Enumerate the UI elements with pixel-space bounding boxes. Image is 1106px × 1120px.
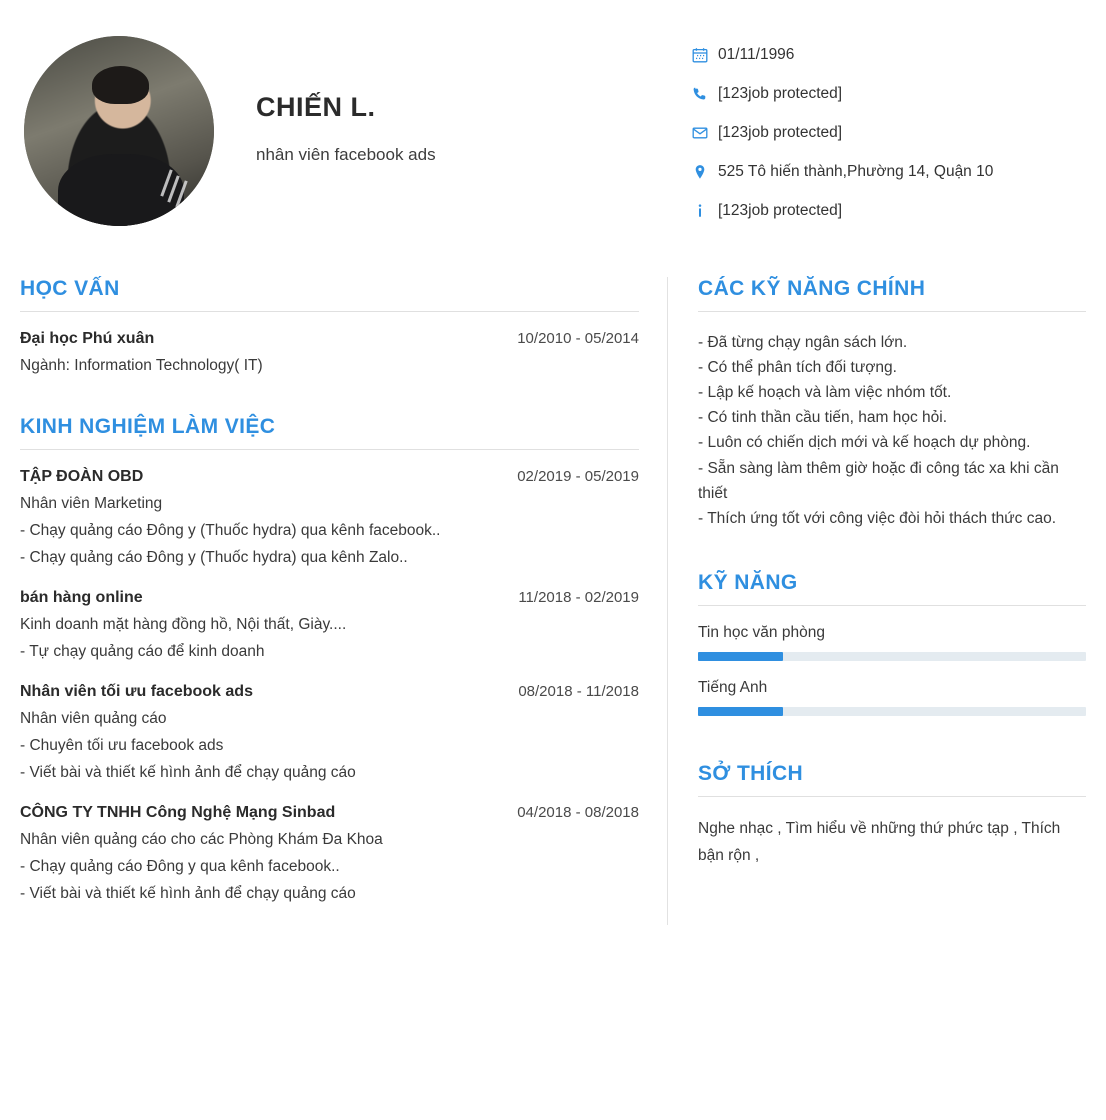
experience-company: TẬP ĐOÀN OBD — [20, 468, 144, 485]
experience-company: bán hàng online — [20, 589, 143, 606]
cv-body — [0, 277, 1106, 925]
contact-text: 525 Tô hiến thành,Phường 14, Quận 10 — [718, 163, 994, 180]
experience-entry — [20, 804, 639, 903]
experience-company: Nhân viên tối ưu facebook ads — [20, 683, 253, 700]
skill-label: Tin học văn phòng — [698, 623, 825, 641]
contact-row-birthday — [692, 46, 1086, 64]
main-skill-line: - Có tinh thần cầu tiến, ham học hỏi. — [698, 409, 948, 427]
experience-date: 02/2019 - 05/2019 — [517, 468, 639, 485]
contact-row-phone — [692, 85, 1086, 103]
experience-entry — [20, 468, 639, 567]
contact-text: [123job protected] — [718, 124, 843, 141]
experience-bullet: - Viết bài và thiết kế hình ảnh để chạy quảng cáo — [20, 885, 356, 902]
section-title-hobbies: SỞ THÍCH — [698, 761, 804, 785]
education-entry — [20, 330, 639, 375]
experience-bullet: - Chuyên tối ưu facebook ads — [20, 737, 224, 754]
calendar-icon — [692, 47, 718, 63]
name-block — [214, 36, 436, 165]
experience-entry — [20, 683, 639, 782]
contact-text: 01/11/1996 — [718, 46, 795, 63]
main-skill-line: - Sẵn sàng làm thêm giờ hoặc đi công tác xa khi cần thiết — [698, 459, 1059, 502]
main-skill-line: - Thích ứng tốt với công việc đòi hỏi thách thức cao. — [698, 509, 1057, 527]
section-title-main-skills: CÁC KỸ NĂNG CHÍNH — [698, 277, 926, 300]
experience-date: 04/2018 - 08/2018 — [517, 804, 639, 821]
experience-role: Kinh doanh mặt hàng đồng hồ, Nội thất, Giày.... — [20, 616, 347, 633]
contact-row-address — [692, 163, 1086, 181]
section-divider — [20, 449, 639, 450]
spacer — [20, 397, 639, 415]
left-column — [20, 277, 668, 925]
cv-header — [0, 0, 1106, 241]
contact-row-info — [692, 202, 1086, 220]
skill-item — [698, 624, 1086, 661]
section-title-skills: KỸ NĂNG — [698, 570, 798, 594]
contact-list — [668, 28, 1086, 241]
spacer — [698, 734, 1086, 762]
section-divider — [698, 605, 1086, 606]
section-divider — [698, 796, 1086, 797]
experience-company: CÔNG TY TNHH Công Nghệ Mạng Sinbad — [20, 804, 336, 821]
skill-progress-track — [698, 707, 1086, 716]
experience-role: Nhân viên quảng cáo — [20, 710, 167, 727]
email-icon — [692, 125, 718, 141]
experience-role: Nhân viên quảng cáo cho các Phòng Khám Đa Khoa — [20, 831, 383, 848]
skill-label: Tiếng Anh — [698, 678, 768, 696]
avatar — [24, 36, 214, 226]
section-divider — [698, 311, 1086, 312]
avatar-hair — [92, 66, 149, 104]
main-skill-line: - Lập kế hoạch và làm việc nhóm tốt. — [698, 384, 952, 402]
candidate-name: CHIẾN L. — [256, 92, 376, 122]
entry-head — [20, 683, 639, 701]
skill-progress-fill — [698, 652, 783, 661]
spacer — [698, 531, 1086, 571]
phone-icon — [692, 86, 718, 102]
education-school: Đại học Phú xuân — [20, 330, 155, 347]
entry-head — [20, 804, 639, 822]
education-date: 10/2010 - 05/2014 — [517, 330, 639, 347]
experience-entry — [20, 589, 639, 661]
main-skill-line: - Luôn có chiến dịch mới và kế hoạch dự phòng. — [698, 434, 1031, 452]
experience-date: 08/2018 - 11/2018 — [518, 683, 639, 700]
experience-date: 11/2018 - 02/2019 — [518, 589, 639, 606]
entry-head — [20, 330, 639, 348]
skill-progress-track — [698, 652, 1086, 661]
skill-item — [698, 679, 1086, 716]
right-column — [668, 277, 1086, 925]
entry-head — [20, 589, 639, 607]
section-title-education: HỌC VẤN — [20, 277, 120, 300]
location-icon — [692, 164, 718, 180]
education-major: Ngành: Information Technology( IT) — [20, 357, 263, 374]
header-identity — [20, 28, 668, 241]
main-skill-line: - Đã từng chạy ngân sách lớn. — [698, 334, 908, 351]
candidate-job-title: nhân viên facebook ads — [256, 145, 436, 164]
contact-text: [123job protected] — [718, 85, 843, 102]
contact-row-email — [692, 124, 1086, 142]
experience-bullet: - Chạy quảng cáo Đông y (Thuốc hydra) qua kênh Zalo.. — [20, 549, 408, 566]
hobbies-text: Nghe nhạc , Tìm hiểu về những thứ phức tạp , Thích bận rộn , — [698, 819, 1061, 864]
experience-role: Nhân viên Marketing — [20, 495, 163, 512]
experience-bullet: - Viết bài và thiết kế hình ảnh để chạy quảng cáo — [20, 764, 356, 781]
section-title-experience: KINH NGHIỆM LÀM VIỆC — [20, 415, 276, 438]
experience-bullet: - Tự chạy quảng cáo để kinh doanh — [20, 643, 265, 660]
section-divider — [20, 311, 639, 312]
contact-text: [123job protected] — [718, 202, 843, 219]
info-icon — [692, 203, 718, 219]
entry-head — [20, 468, 639, 486]
skill-progress-fill — [698, 707, 783, 716]
experience-bullet: - Chạy quảng cáo Đông y (Thuốc hydra) qua kênh facebook.. — [20, 522, 441, 539]
experience-bullet: - Chạy quảng cáo Đông y qua kênh facebook.. — [20, 858, 340, 875]
main-skill-line: - Có thể phân tích đối tượng. — [698, 359, 897, 377]
